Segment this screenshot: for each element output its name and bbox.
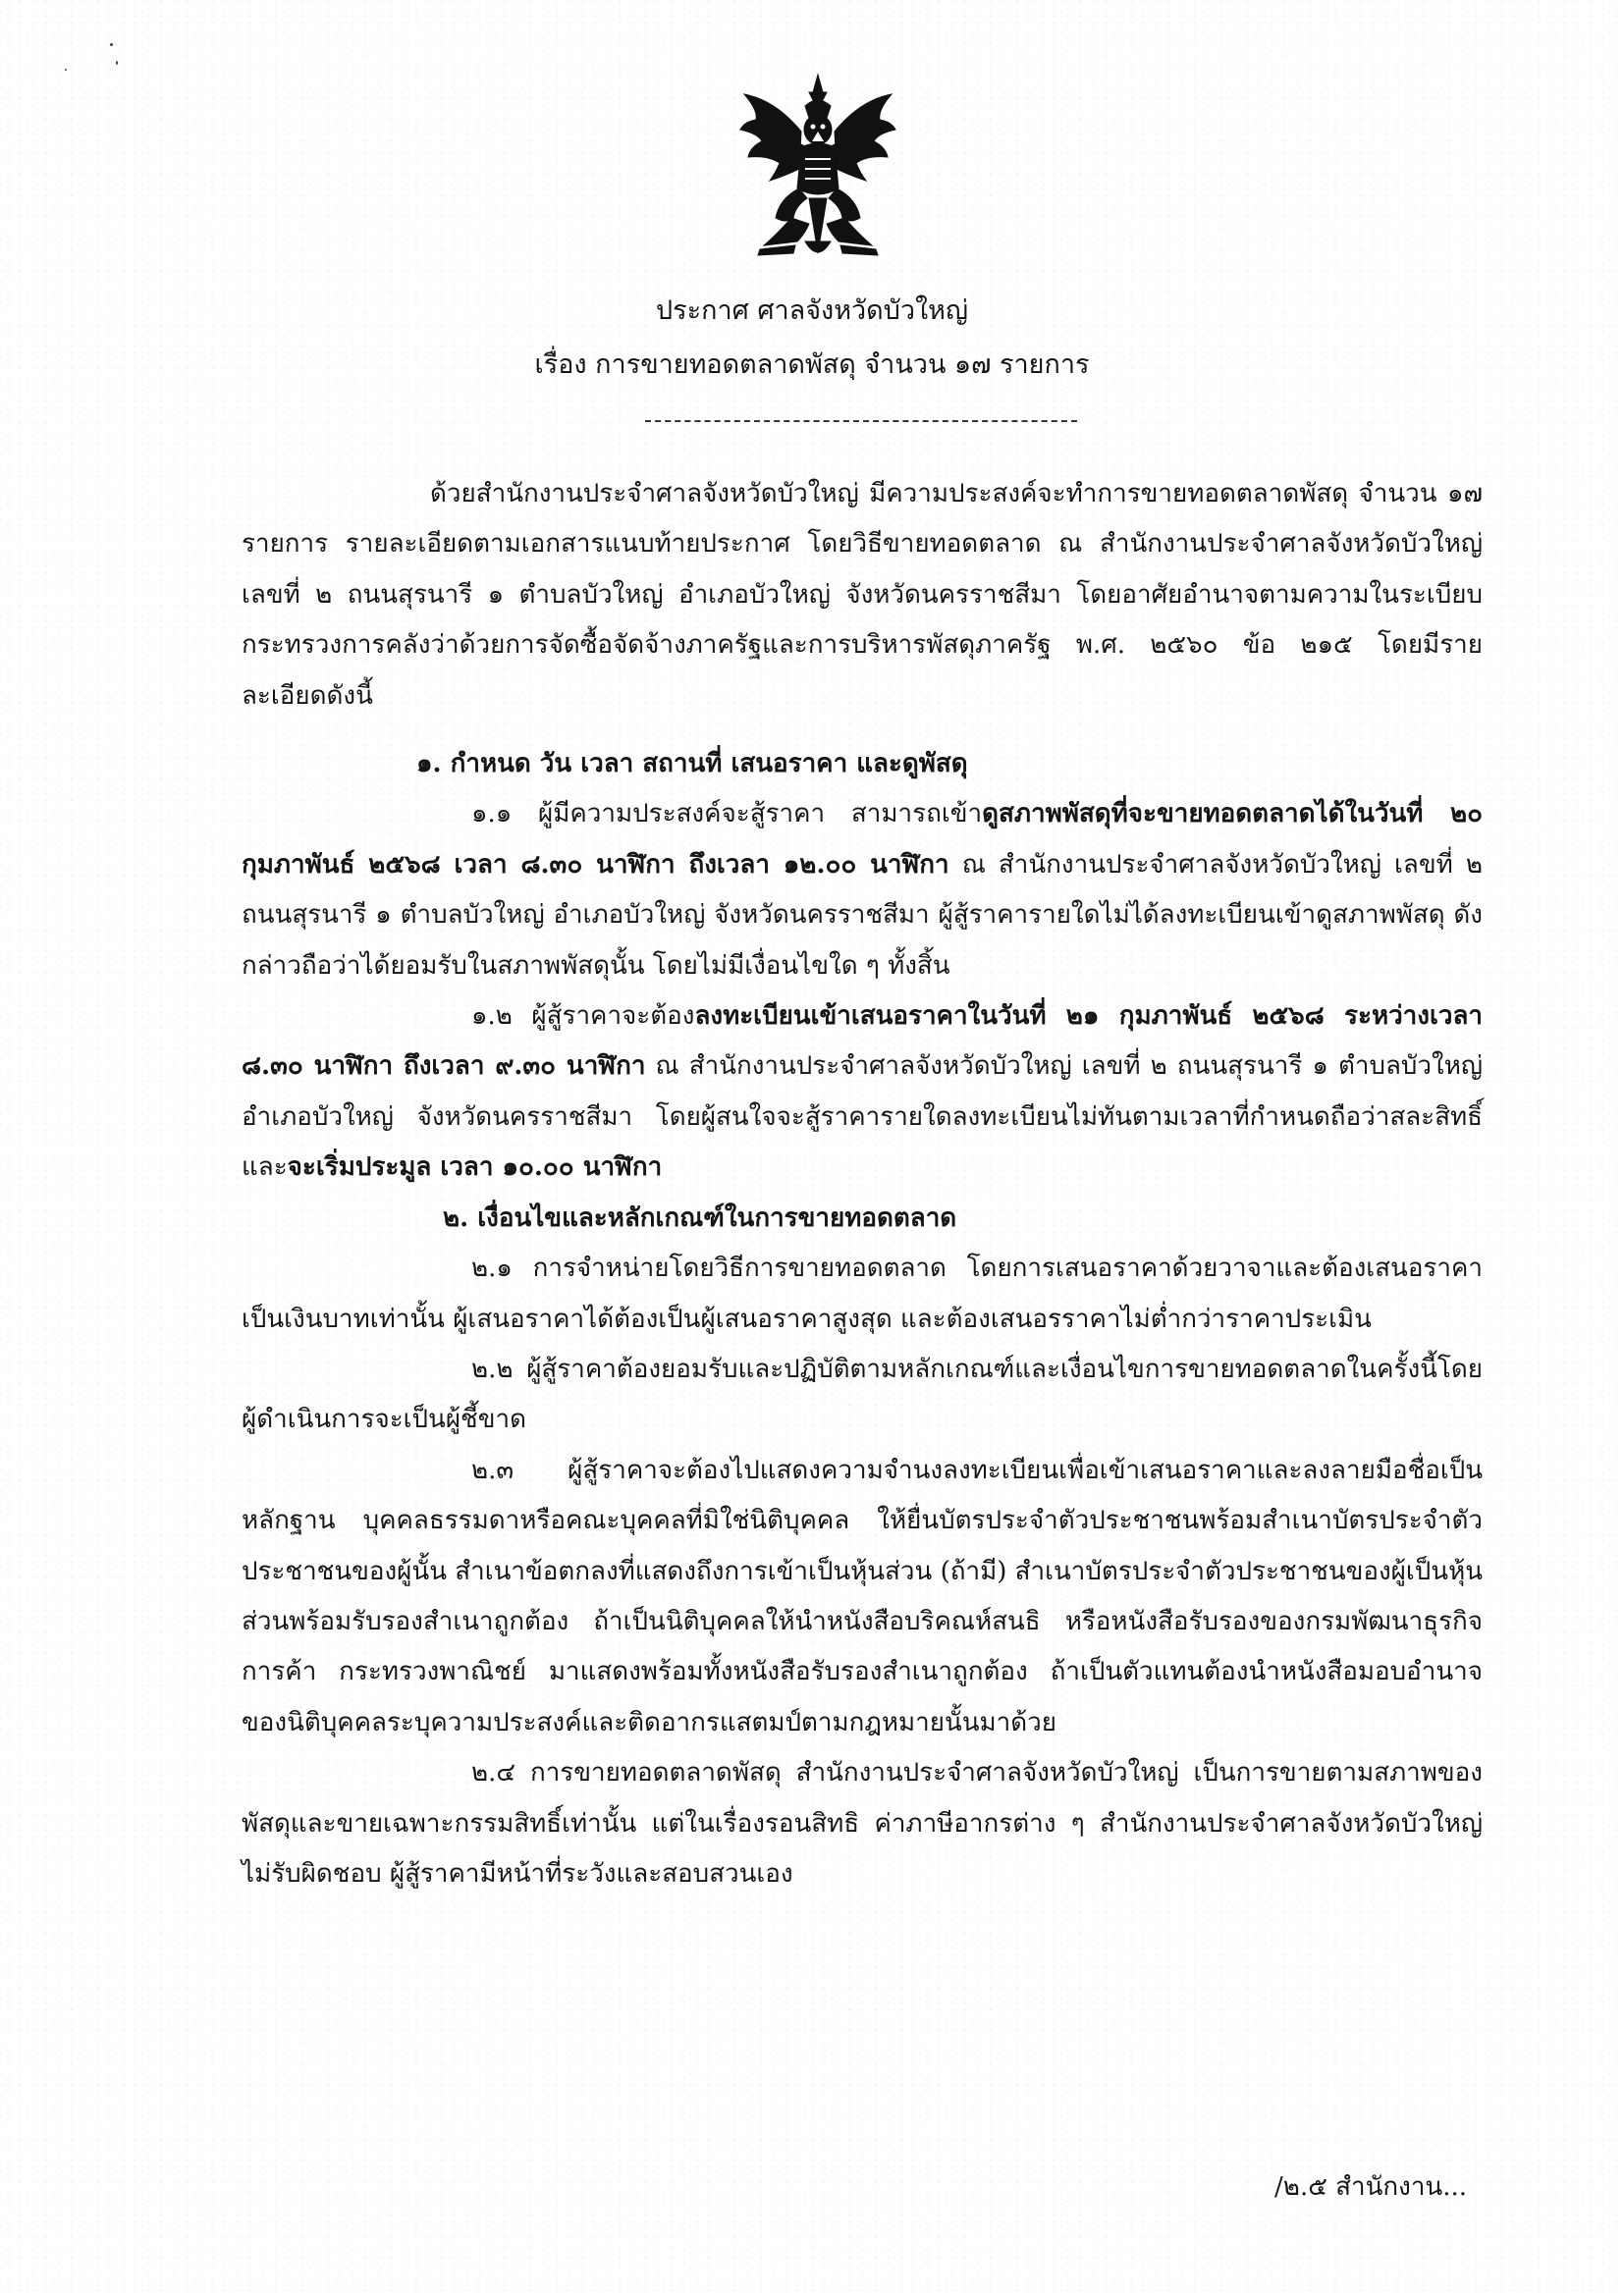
scan-speck bbox=[65, 69, 67, 71]
paragraph-1-1-bold: ดูสภาพพัสดุที่จะขายทอดตลาดได้ในวันที่ ๒๐ กุมภาพันธ์ ๒๕๖๘ เวลา ๘.๓๐ นาฬิกา ถึงเวลา ๑๒.๐๐ นาฬิกา bbox=[242, 799, 1483, 880]
paragraph-2-4: ๒.๔ การขายทอดตลาดพัสดุ สำนักงานประจำศาลจังหวัดบัวใหญ่ เป็นการขายตามสภาพของพัสดุและขายเฉพาะกรรมสิทธิ์เท่านั้น แต่ในเรื่องรอนสิทธิ ค่าภาษีอากรต่าง ๆ สำนักงานประจำศาลจังหวัดบัวใหญ่ไม่รับผิดชอบ ผู้สู้ราคามีหน้าที่ระวังและสอบสวนเอง bbox=[242, 1758, 1483, 1889]
scan-speck bbox=[110, 43, 113, 46]
paragraph-1-1 bbox=[242, 789, 1483, 991]
garuda-emblem-icon bbox=[736, 71, 899, 267]
scan-speck bbox=[116, 61, 118, 65]
paragraph-2-1: ๒.๑ การจำหน่ายโดยวิธีการขายทอดตลาด โดยการเสนอราคาด้วยวาจาและต้องเสนอราคาเป็นเงินบาทเท่านั้น ผู้เสนอราคาได้ต้องเป็นผู้เสนอราคาสูงสุด และต้องเสนอรราคาไม่ต่ำกว่าราคาประเมิน bbox=[242, 1254, 1483, 1334]
paragraph-2-3: ๒.๓ ผู้สู้ราคาจะต้องไปแสดงความจำนงลงทะเบียนเพื่อเข้าเสนอราคาและลงลายมือชื่อเป็นหลักฐาน บุคคลธรรมดาหรือคณะบุคคลที่มิใช่นิติบุคคล ให้ยื่นบัตรประจำตัวประชาชนพร้อมสำเนาบัตรประจำตัวประชาชนของผู้นั้น สำเนาข้อตกลงที่แสดงถึงการเข้าเป็นหุ้นส่วน (ถ้ามี) สำเนาบัตรประจำตัวประชาชนของผู้เป็นหุ้นส่วนพร้อมรับรองสำเนาถูกต้อง ถ้าเป็นนิติบุคคลให้นำหนังสือบริคณห์สนธิ หรือหนังสือรับรองของกรมพัฒนาธุรกิจการค้า กระทรวงพาณิชย์ มาแสดงพร้อมทั้งหนังสือรับรองสำเนาถูกต้อง ถ้าเป็นตัวแทนต้องนำหนังสือมอบอำนาจของนิติบุคคลระบุความประสงค์และติดอากรแสตมป์ตามกฎหมายนั้นมาด้วย bbox=[242, 1455, 1483, 1737]
intro-paragraph: ด้วยสำนักงานประจำศาลจังหวัดบัวใหญ่ มีความประสงค์จะทำการขายทอดตลาดพัสดุ จำนวน ๑๗ รายการ รายละเอียดตามเอกสารแนบท้ายประกาศ โดยวิธีขายทอดตลาด ณ สำนักงานประจำศาลจังหวัดบัวใหญ่ เลขที่ ๒ ถนนสุรนารี ๑ ตำบลบัวใหญ่ อำเภอบัวใหญ่ จังหวัดนครราชสีมา โดยอาศัยอำนาจตามความในระเบียบกระทรวงการคลังว่าด้วยการจัดซื้อจัดจ้างภาครัฐและการบริหารพัสดุภาครัฐ พ.ศ. ๒๕๖๐ ข้อ ๒๑๕ โดยมีรายละเอียดดังนี้ bbox=[242, 479, 1483, 711]
page-continuation: /๒.๕ สำนักงาน... bbox=[1274, 2172, 1467, 2202]
paragraph-1-2-text-b: ณ สำนักงานประจำศาลจังหวัดบัวใหญ่ เลขที่ ๒ ถนนสุรนารี ๑ ตำบลบัวใหญ่ อำเภอบัวใหญ่ จังหวัดนครราชสีมา โดยผู้สนใจจะสู้ราคารายใดลงทะเบียนไม่ทันตามเวลาที่กำหนดถือว่าสละสิทธิ์ และ bbox=[242, 1051, 1483, 1183]
paragraph-1-1-text-a: ๑.๑ ผู้มีความประสงค์จะสู้ราคา สามารถเข้า bbox=[471, 799, 983, 829]
paragraph-1-2-bold: ลงทะเบียนเข้าเสนอราคาในวันที่ ๒๑ กุมภาพันธ์ ๒๕๖๘ ระหว่างเวลา ๘.๓๐ นาฬิกา ถึงเวลา ๙.๓๐ นาฬิกา bbox=[242, 1001, 1483, 1082]
paragraph-2-2: ๒.๒ ผู้สู้ราคาต้องยอมรับและปฏิบัติตามหลักเกณฑ์และเงื่อนไขการขายทอดตลาดในครั้งนี้โดยผู้ดำเนินการจะเป็นผู้ชี้ขาด bbox=[242, 1354, 1483, 1435]
section-2-heading: ๒. เงื่อนไขและหลักเกณฑ์ในการขายทอดตลาด bbox=[443, 1202, 957, 1233]
paragraph-1-2-text-a: ๑.๒ ผู้สู้ราคาจะต้อง bbox=[471, 1001, 695, 1032]
section-1-heading: ๑. กำหนด วัน เวลา สถานที่ เสนอราคา และดูพัสดุ bbox=[416, 749, 968, 779]
paragraph-1-2 bbox=[242, 991, 1483, 1194]
announcement-subject: เรื่อง การขายทอดตลาดพัสดุ จำนวน ๑๗ รายการ bbox=[534, 349, 1090, 380]
paragraph-1-1-text-b: ณ สำนักงานประจำศาลจังหวัดบัวใหญ่ เลขที่ ๒ ถนนสุรนารี ๑ ตำบลบัวใหญ่ อำเภอบัวใหญ่ จังหวัดนครราชสีมา ผู้สู้ราคารายใดไม่ได้ลงทะเบียนเข้าดูสภาพพัสดุ ดังกล่าวถือว่าได้ยอมรับในสภาพพัสดุนั้น โดยไม่มีเงื่อนไขใด ๆ ทั้งสิ้น bbox=[242, 849, 1483, 981]
announcement-body bbox=[242, 469, 1483, 1899]
title-divider bbox=[645, 420, 1077, 422]
announcement-title: ประกาศ ศาลจังหวัดบัวใหญ่ bbox=[655, 295, 968, 326]
paragraph-1-2-bold-end: จะเริ่มประมูล เวลา ๑๐.๐๐ นาฬิกา bbox=[287, 1152, 663, 1183]
